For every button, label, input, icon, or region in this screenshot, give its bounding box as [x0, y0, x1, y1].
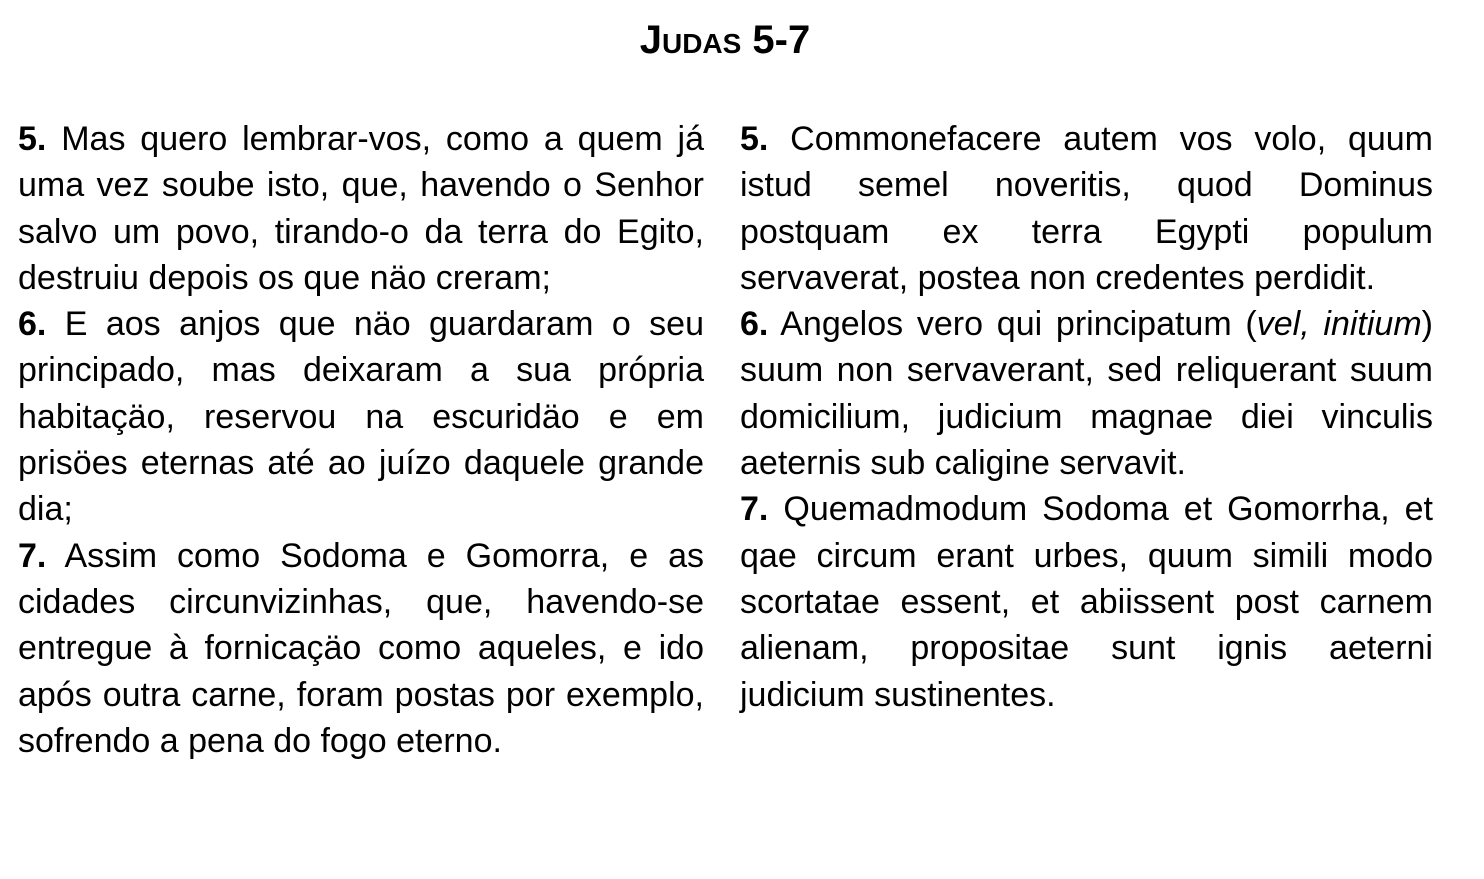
verse-text: Assim como Sodoma e Gomorra, e as cidades circunvizinhas, que, havendo-se entregue à fornicaçäo como aqueles, e ido após outra carne, foram postas por exemplo, sofrendo a pena do fogo eterno.: [18, 536, 704, 760]
verse-text-before: Angelos vero qui principatum (: [780, 305, 1257, 344]
verse-6-latin: [740, 301, 1433, 486]
verse-text-after: ) suum non servaverant, sed reliquerant suum domicilium, judicium magnae diei vinculis aeternis sub caligine servavit.: [740, 305, 1433, 483]
portuguese-column: [18, 116, 704, 764]
verse-number: 7.: [740, 490, 769, 529]
latin-column: [740, 116, 1433, 718]
verse-text: E aos anjos que näo guardaram o seu principado, mas deixaram a sua própria habitaçäo, reservou na escuridäo e em prisöes eternas até ao juízo daquele grande dia;: [18, 305, 704, 529]
verse-7-portuguese: [18, 533, 704, 764]
verse-5-latin: [740, 116, 1433, 301]
verse-number: 5.: [18, 120, 47, 158]
verse-number: 6.: [18, 305, 47, 344]
page-title: Judas 5-7: [639, 18, 811, 62]
verse-6-portuguese: [18, 301, 704, 532]
verse-text: Mas quero lembrar-vos, como a quem já uma vez soube isto, que, havendo o Senhor salvo um povo, tirando-o da terra do Egito, destruiu depois os que näo creram;: [18, 120, 704, 297]
verse-7-latin: [740, 486, 1433, 717]
verse-number: 5.: [740, 120, 769, 158]
verse-text: Commonefacere autem vos volo, quum istud semel noveritis, quod Dominus postquam ex terra Egypti populum servaverat, postea non credentes perdidit.: [740, 120, 1433, 297]
verse-text: Quemadmodum Sodoma et Gomorrha, et qae circum erant urbes, quum simili modo scortatae essent, et abiissent post carnem alienam, propositae sunt ignis aeterni judicium sustinentes.: [740, 490, 1434, 714]
verse-number: 6.: [740, 305, 769, 344]
verse-text-italic: vel, initium: [1256, 305, 1422, 344]
verse-number: 7.: [18, 536, 47, 575]
verse-5-portuguese: [18, 116, 704, 301]
